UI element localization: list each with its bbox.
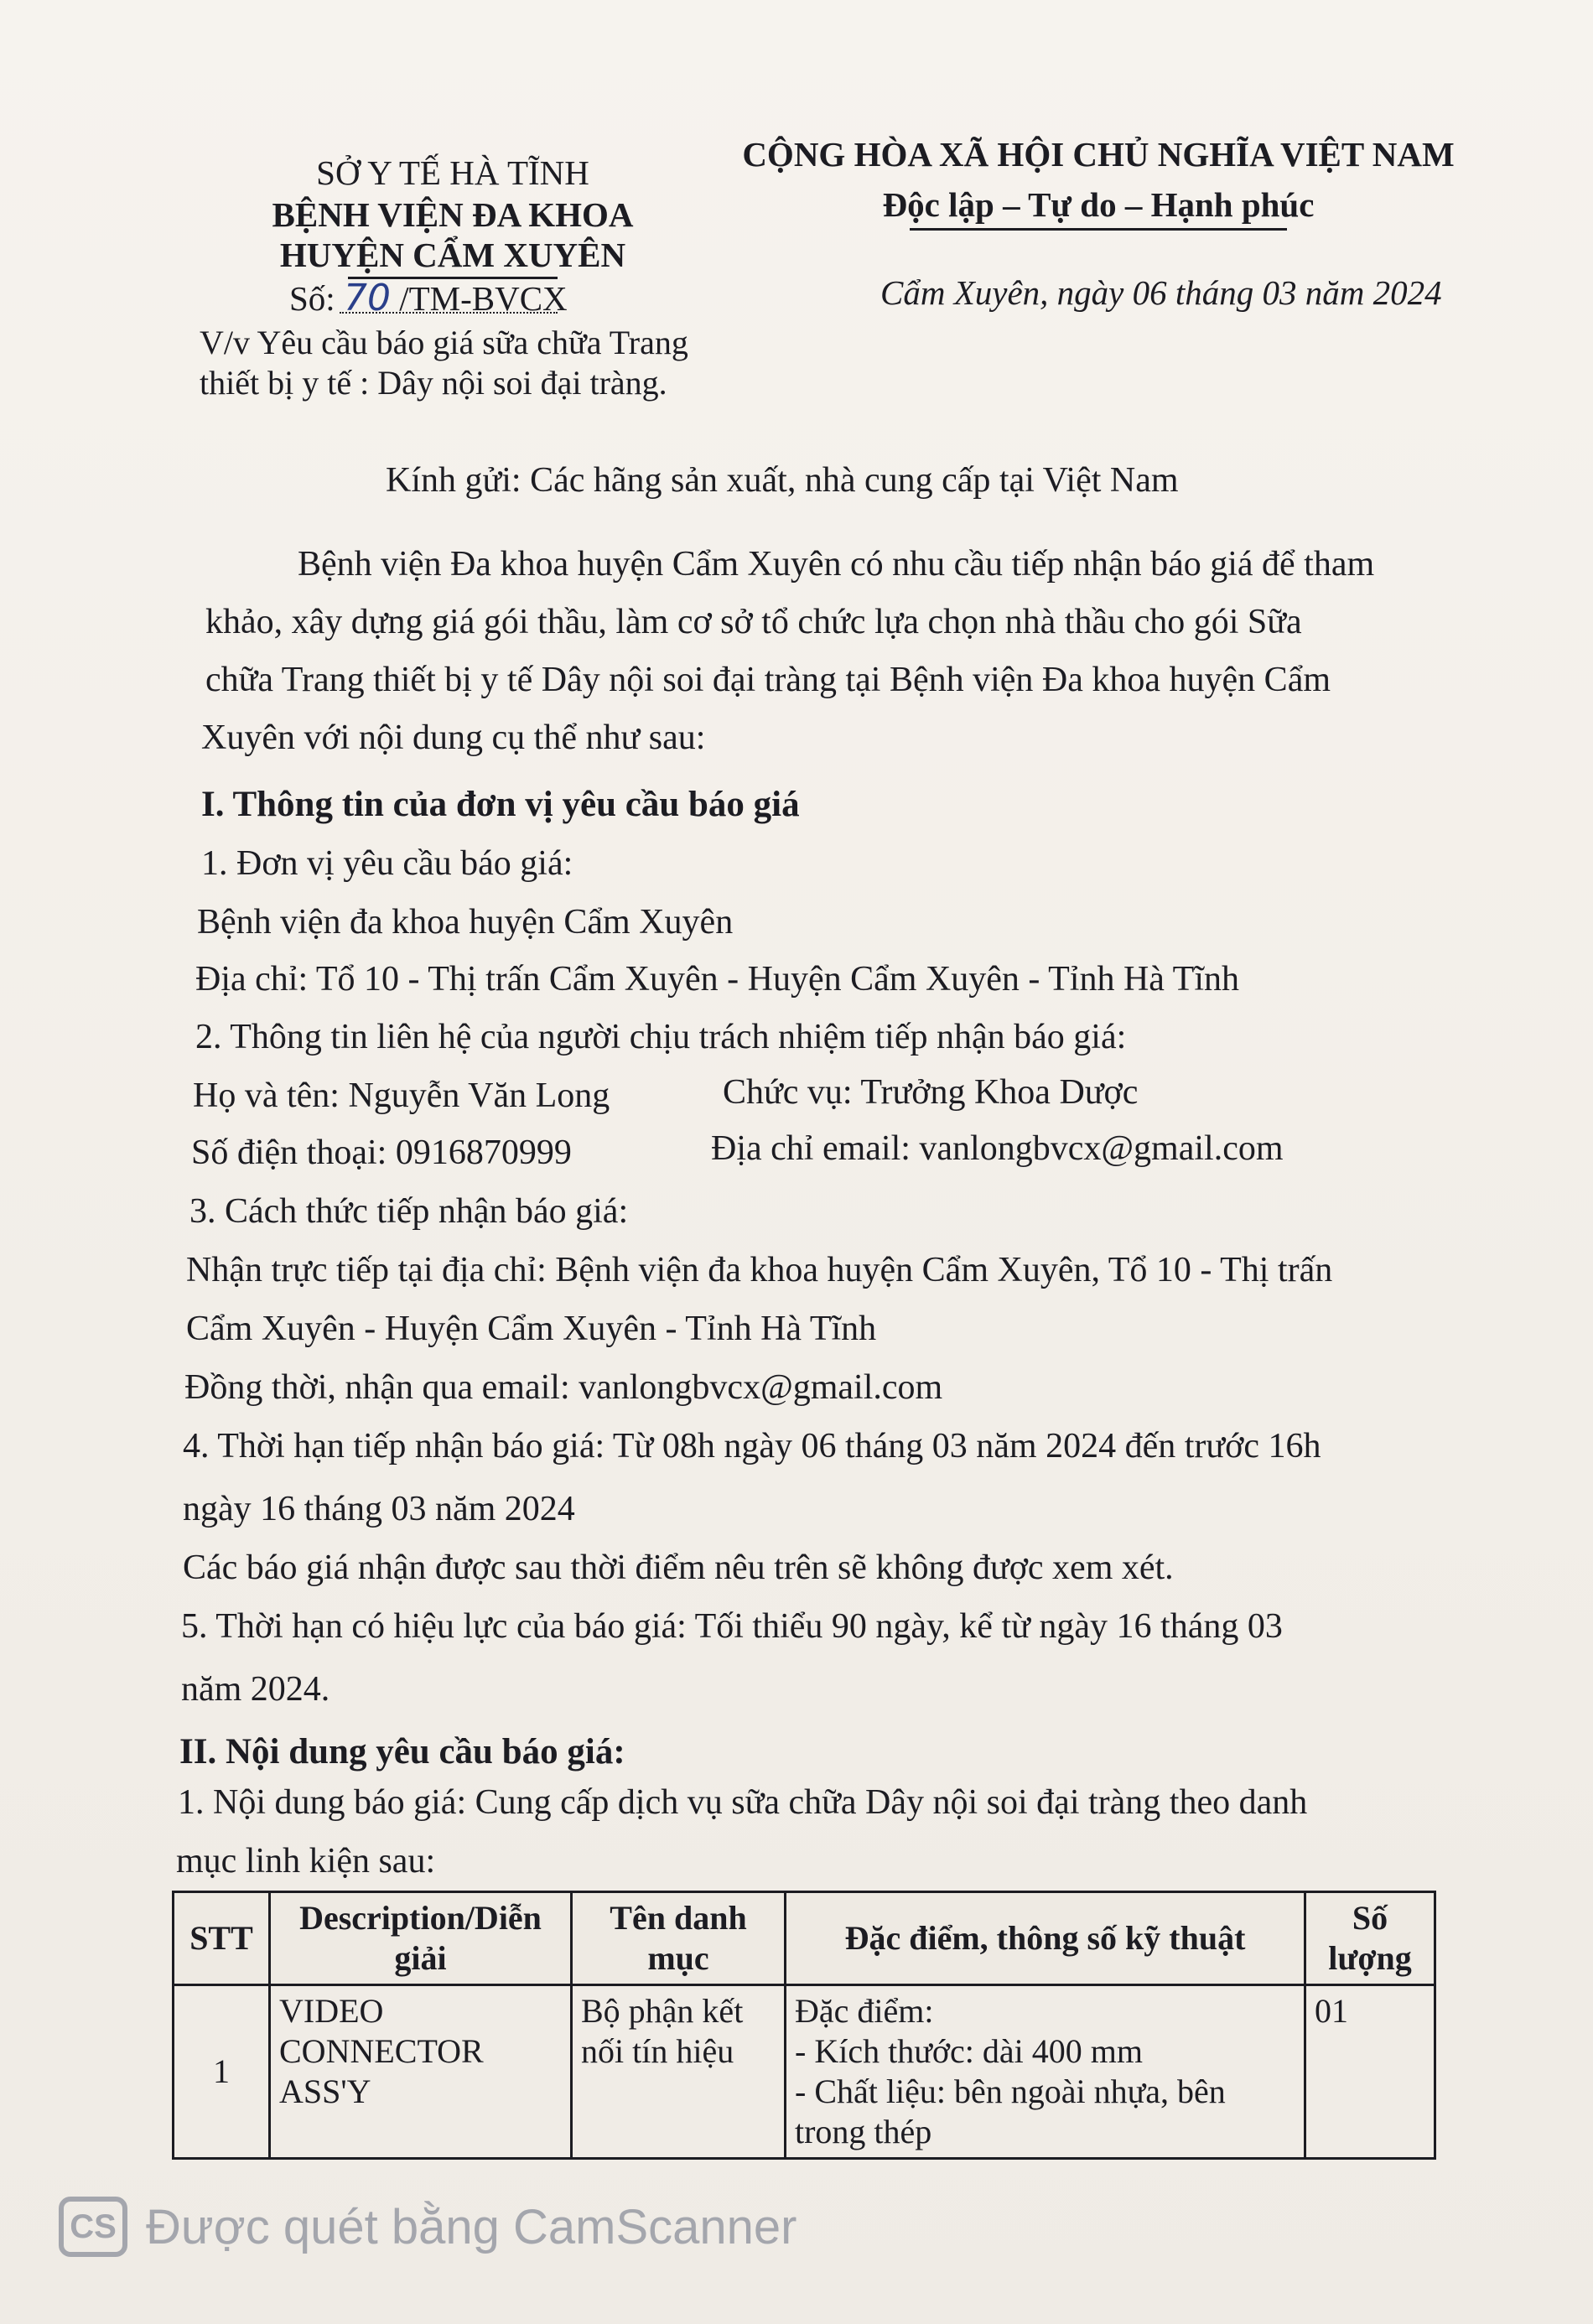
s1-line-12: 5. Thời hạn có hiệu lực của báo giá: Tối thiểu 90 ngày, kể từ ngày 16 tháng 03: [181, 1607, 1283, 1646]
table-header-row: [174, 1892, 1435, 1985]
place-and-date: Cẩm Xuyên, ngày 06 tháng 03 năm 2024: [880, 273, 1442, 312]
s1-line-2: Bệnh viện đa khoa huyện Cẩm Xuyên: [197, 903, 734, 942]
number-prefix: Số:: [289, 279, 335, 318]
national-motto: Độc lập – Tự do – Hạnh phúc: [882, 185, 1315, 224]
hospital-name-line1: BỆNH VIỆN ĐA KHOA: [272, 195, 634, 234]
camscanner-watermark: [59, 2197, 797, 2257]
s1-line-4: 2. Thông tin liên hệ của người chịu trách nhiệm tiếp nhận báo giá:: [195, 1018, 1127, 1056]
col-header-quantity: Số lượng: [1305, 1892, 1435, 1985]
nation-title: CỘNG HÒA XÃ HỘI CHỦ NGHĨA VIỆT NAM: [742, 135, 1455, 174]
cell-quantity: 01: [1305, 1985, 1435, 2159]
s2-line-1: 1. Nội dung báo giá: Cung cấp dịch vụ sữa chữa Dây nội soi đại tràng theo danh: [178, 1783, 1308, 1822]
s2-line-2: mục linh kiện sau:: [176, 1842, 436, 1880]
s1-line-13: năm 2024.: [181, 1670, 330, 1709]
contact-position: Chức vụ: Trưởng Khoa Dược: [723, 1073, 1139, 1112]
table-row: [174, 1985, 1435, 2159]
contact-email: Địa chỉ email: vanlongbvcx@gmail.com: [711, 1129, 1284, 1168]
s1-line-5: 3. Cách thức tiếp nhận báo giá:: [189, 1192, 629, 1231]
s1-line-10: ngày 16 tháng 03 năm 2024: [183, 1490, 575, 1528]
recipient-line: Kính gửi: Các hãng sản xuất, nhà cung cấp tại Việt Nam: [386, 461, 1179, 500]
section1-title: I. Thông tin của đơn vị yêu cầu báo giá: [201, 785, 800, 824]
s1-line-8: Đồng thời, nhận qua email: vanlongbvcx@gmail.com: [184, 1368, 943, 1407]
section2-title: II. Nội dung yêu cầu báo giá:: [179, 1732, 625, 1772]
motto-underline: [910, 228, 1287, 231]
intro-line-2: khảo, xây dựng giá gói thầu, làm cơ sở tổ chức lựa chọn nhà thầu cho gói Sữa: [205, 603, 1302, 641]
cell-spec: [786, 1985, 1305, 2159]
cell-description: VIDEO CONNECTOR ASS'Y: [270, 1985, 572, 2159]
col-header-spec: Đặc điểm, thông số kỹ thuật: [786, 1892, 1305, 1985]
number-dotted-line: [340, 312, 558, 314]
handwritten-number: 70: [343, 277, 391, 319]
agency-name: SỞ Y TẾ HÀ TĨNH: [316, 153, 589, 192]
subject-line2: thiết bị y tế : Dây nội soi đại tràng.: [200, 364, 667, 402]
hospital-name-line2: HUYỆN CẨM XUYÊN: [279, 236, 626, 274]
s1-line-7: Cẩm Xuyên - Huyện Cẩm Xuyên - Tỉnh Hà Tĩnh: [186, 1310, 877, 1348]
cell-name: Bộ phận kết nối tín hiệu: [572, 1985, 786, 2159]
col-header-name: Tên danh mục: [572, 1892, 786, 1985]
intro-line-3: chữa Trang thiết bị y tế Dây nội soi đại tràng tại Bệnh viện Đa khoa huyện Cẩm: [205, 661, 1331, 699]
contact-name: Họ và tên: Nguyễn Văn Long: [193, 1076, 610, 1115]
intro-line-4: Xuyên với nội dung cụ thể như sau:: [201, 718, 706, 757]
s1-line-11: Các báo giá nhận được sau thời điểm nêu trên sẽ không được xem xét.: [183, 1548, 1174, 1587]
spec-size: - Kích thước: dài 400 mm: [795, 2032, 1143, 2070]
cell-stt: 1: [174, 1985, 270, 2159]
s1-line-3: Địa chỉ: Tổ 10 - Thị trấn Cẩm Xuyên - Huyện Cẩm Xuyên - Tỉnh Hà Tĩnh: [195, 960, 1240, 999]
camscanner-logo-icon: CS: [59, 2197, 127, 2257]
intro-line-1: Bệnh viện Đa khoa huyện Cẩm Xuyên có nhu cầu tiếp nhận báo giá để tham: [298, 545, 1375, 584]
number-suffix: /TM-BVCX: [399, 279, 568, 318]
components-table: [172, 1891, 1436, 2160]
spec-material: - Chất liệu: bên ngoài nhựa, bên trong thép: [795, 2072, 1226, 2150]
s1-line-6: Nhận trực tiếp tại địa chỉ: Bệnh viện đa khoa huyện Cẩm Xuyên, Tổ 10 - Thị trấn: [186, 1251, 1333, 1289]
col-header-stt: STT: [174, 1892, 270, 1985]
subject-line1: V/v Yêu cầu báo giá sữa chữa Trang: [200, 324, 688, 361]
s1-line-1: 1. Đơn vị yêu cầu báo giá:: [201, 844, 573, 883]
col-header-description: Description/Diễn giải: [270, 1892, 572, 1985]
contact-phone: Số điện thoại: 0916870999: [191, 1133, 572, 1172]
s1-line-9: 4. Thời hạn tiếp nhận báo giá: Từ 08h ngày 06 tháng 03 năm 2024 đến trước 16h: [183, 1427, 1321, 1465]
watermark-text: Được quét bằng CamScanner: [146, 2199, 797, 2254]
spec-title: Đặc điểm:: [795, 1992, 934, 2030]
